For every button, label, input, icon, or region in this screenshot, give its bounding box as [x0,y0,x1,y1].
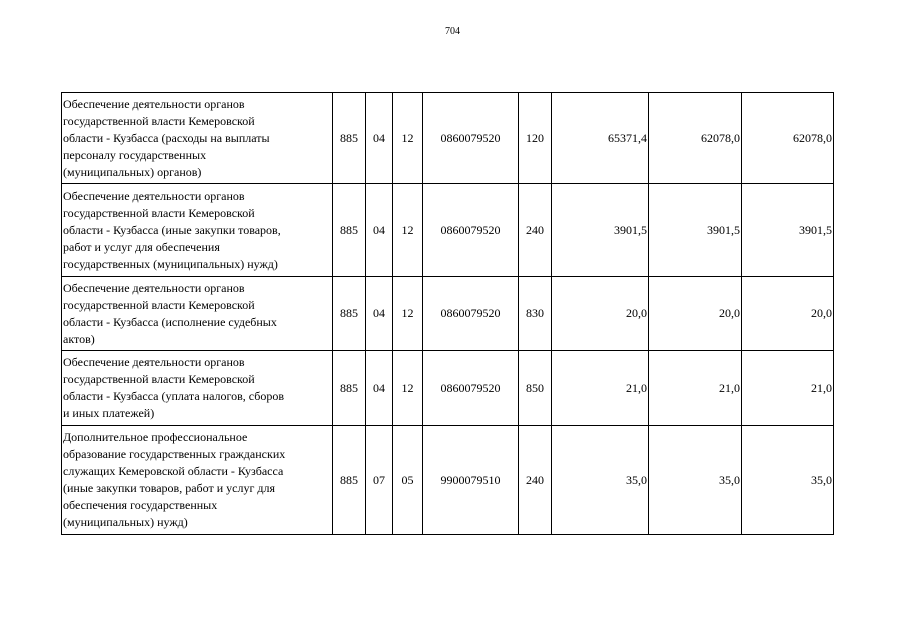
description-line: персоналу государственных [63,147,207,162]
expense-type-code: 240 [519,426,552,535]
amount-1: 35,0 [552,426,649,535]
section-code: 04 [366,351,393,426]
table-row [62,426,834,535]
amount-1: 3901,5 [552,184,649,277]
target-article-code: 0860079520 [423,351,519,426]
row-description [62,277,333,351]
department-code: 885 [333,351,366,426]
description-line: Обеспечение деятельности органов [63,280,245,295]
description-line: работ и услуг для обеспечения [63,239,220,254]
amount-2: 3901,5 [649,184,742,277]
table-row [62,184,834,277]
department-code: 885 [333,277,366,351]
amount-3: 21,0 [742,351,834,426]
row-description [62,184,333,277]
budget-table [61,92,834,535]
description-line: государственной власти Кемеровской [63,372,255,386]
description-line: области - Кузбасса (уплата налогов, сборов [63,389,285,403]
subsection-code: 05 [393,426,423,535]
department-code: 885 [333,184,366,277]
section-code: 04 [366,277,393,351]
subsection-code: 12 [393,93,423,184]
table-row [62,351,834,426]
description-line: государственной власти Кемеровской [63,113,255,128]
table-body [62,93,834,535]
target-article-code: 0860079520 [423,184,519,277]
amount-3: 35,0 [742,426,834,535]
description-line: (муниципальных) нужд) [63,515,188,529]
description-line: (иные закупки товаров, работ и услуг для [63,481,276,495]
section-code: 07 [366,426,393,535]
amount-1: 65371,4 [552,93,649,184]
description-line: (муниципальных) органов) [63,164,202,179]
amount-2: 35,0 [649,426,742,535]
subsection-code: 12 [393,184,423,277]
description-line: Обеспечение деятельности органов [63,355,245,369]
description-line: служащих Кемеровской области - Кузбасса [63,464,284,478]
description-line: Обеспечение деятельности органов [63,188,245,203]
expense-type-code: 850 [519,351,552,426]
section-code: 04 [366,93,393,184]
table-row [62,93,834,184]
expense-type-code: 830 [519,277,552,351]
description-line: и иных платежей) [63,406,155,420]
target-article-code: 9900079510 [423,426,519,535]
description-line: области - Кузбасса (расходы на выплаты [63,130,270,145]
row-description [62,93,333,184]
expense-type-code: 120 [519,93,552,184]
description-line: Обеспечение деятельности органов [63,96,245,111]
amount-2: 62078,0 [649,93,742,184]
target-article-code: 0860079520 [423,277,519,351]
amount-1: 20,0 [552,277,649,351]
description-line: государственных (муниципальных) нужд) [63,256,278,271]
expense-type-code: 240 [519,184,552,277]
description-line: обеспечения государственных [63,498,218,512]
subsection-code: 12 [393,277,423,351]
description-line: образование государственных гражданских [63,447,286,461]
page-number: 704 [445,26,460,37]
description-line: актов) [63,331,95,346]
department-code: 885 [333,426,366,535]
description-line: области - Кузбасса (иные закупки товаров, [63,222,281,237]
description-line: государственной власти Кемеровской [63,297,255,312]
description-line: государственной власти Кемеровской [63,205,255,220]
target-article-code: 0860079520 [423,93,519,184]
table-row [62,277,834,351]
amount-3: 20,0 [742,277,834,351]
subsection-code: 12 [393,351,423,426]
department-code: 885 [333,93,366,184]
row-description [62,351,333,426]
amount-3: 3901,5 [742,184,834,277]
amount-2: 21,0 [649,351,742,426]
description-line: области - Кузбасса (исполнение судебных [63,314,277,329]
amount-3: 62078,0 [742,93,834,184]
section-code: 04 [366,184,393,277]
description-line: Дополнительное профессиональное [63,430,248,444]
amount-1: 21,0 [552,351,649,426]
amount-2: 20,0 [649,277,742,351]
row-description [62,426,333,535]
